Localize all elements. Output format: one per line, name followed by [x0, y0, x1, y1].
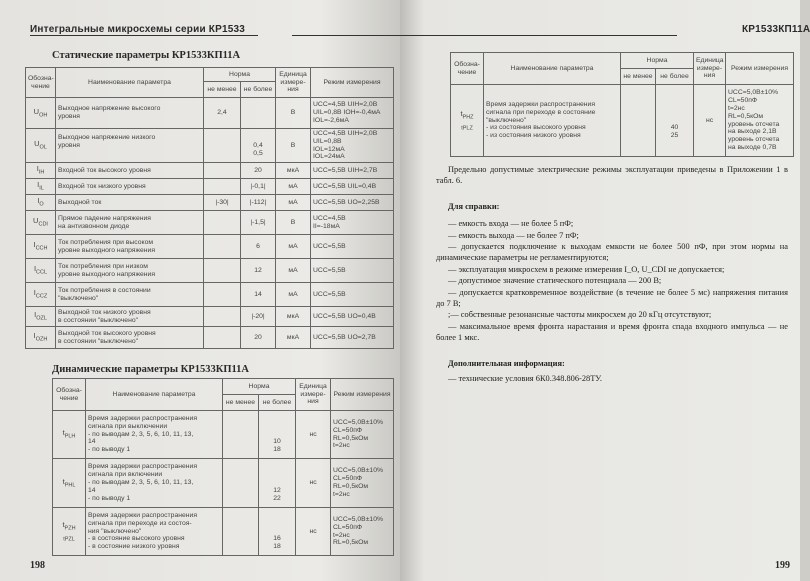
symbol-subscript: CCZ — [35, 293, 48, 300]
measurement-mode: UCC=5,5В UIH=2,7В — [311, 163, 394, 179]
unit: В — [276, 211, 311, 235]
symbol-subscript: CCH — [35, 245, 48, 252]
measurement-mode: UCC=5,5В — [311, 235, 394, 259]
reference-item: ;— собственные резонансные частоты микросхем до 20 кГц отсутствуют; — [448, 310, 712, 320]
param-name: Выходное напряжение низкого уровня — [56, 129, 204, 163]
header-row — [53, 379, 394, 395]
symbol-subscript: CDI — [38, 221, 48, 228]
symbol-letter: I — [33, 264, 37, 274]
symbol-subscript: IH — [38, 169, 45, 176]
static-params-title: Статические параметры КР1533КП11А — [52, 50, 241, 61]
param-symbol — [26, 211, 56, 235]
norm-min — [204, 211, 241, 235]
norm-min — [204, 129, 241, 163]
norm-min — [204, 283, 241, 307]
unit: нс — [296, 508, 331, 556]
param-symbol — [26, 129, 56, 163]
unit: В — [276, 129, 311, 163]
norm-max: 12 — [241, 259, 276, 283]
param-name: Выходное напряжение высокого уровня — [56, 98, 204, 129]
header-rule — [30, 35, 258, 36]
reference-item: — допускается подключение к выходам емкости не более 500 пФ, при этом нормы на динамические параметры не регламентируются; — [436, 242, 788, 263]
param-symbol — [53, 459, 86, 508]
norm-max: 10 18 — [259, 411, 296, 459]
col-header-symbol: Обозна- чение — [451, 53, 484, 85]
symbol-letter: I — [37, 196, 40, 206]
param-name: Время задержки распространения сигнала при включении - по выводам 2, 3, 5, 6, 10, 11, 13, 14 - по выводу 1 — [86, 459, 223, 508]
measurement-mode: UCC=5,5В UO=2,7В — [311, 327, 394, 349]
table-row — [26, 163, 394, 179]
param-name: Выходной ток высокого уровня в состоянии "выключено" — [56, 327, 204, 349]
col-header-symbol: Обозна- чение — [53, 379, 86, 411]
norm-min — [621, 85, 656, 157]
limits-paragraph: Предельно допустимые электрические режимы эксплуатации приведены в Приложении 1 в табл. 6. — [436, 165, 788, 186]
page-number: 198 — [30, 560, 45, 571]
left-page — [0, 0, 400, 581]
table-row — [26, 283, 394, 307]
norm-min — [204, 179, 241, 195]
header-row — [26, 68, 394, 82]
col-header-unit: Единица измере- ния — [296, 379, 331, 411]
unit: нс — [296, 411, 331, 459]
param-symbol — [26, 179, 56, 195]
right-page — [400, 0, 810, 581]
symbol-subscript: PHZ tPLZ — [461, 114, 474, 131]
table-row — [26, 98, 394, 129]
measurement-mode: UCC=5,5В UO=0,4В — [311, 307, 394, 327]
col-header-min: не менее — [223, 395, 259, 411]
table-row — [26, 307, 394, 327]
col-header-norm: Норма — [223, 379, 296, 395]
measurement-mode: UCC=4,5В UIH=2,0В UIL=0,8В IOH=-0,4мА IOL=-2,6мА — [311, 98, 394, 129]
norm-min: 2,4 — [204, 98, 241, 129]
param-name: Прямое падение напряжения на антизвонном диоде — [56, 211, 204, 235]
symbol-subscript: OH — [39, 112, 48, 119]
norm-min — [204, 235, 241, 259]
symbol-letter: t — [62, 428, 65, 438]
table-row — [53, 411, 394, 459]
unit: В — [276, 98, 311, 129]
symbol-subscript: PLH — [64, 433, 76, 440]
measurement-mode: UCC=4,5В II=-18мА — [311, 211, 394, 235]
norm-min — [204, 307, 241, 327]
reference-item: — эксплуатация микросхем в режиме измерения I_O, U_CDI не допускается; — [448, 264, 725, 274]
param-symbol — [26, 327, 56, 349]
param-name: Выходной ток низкого уровня в состоянии "выключено" — [56, 307, 204, 327]
page-number: 199 — [775, 560, 790, 571]
norm-min — [204, 259, 241, 283]
symbol-letter: I — [34, 310, 37, 320]
reference-item: — емкость входа — не более 5 пФ; — [448, 219, 574, 229]
col-header-name: Наименование параметра — [484, 53, 621, 85]
symbol-letter: I — [33, 331, 36, 341]
symbol-letter: U — [34, 139, 40, 149]
norm-max: |-20| — [241, 307, 276, 327]
table-row — [53, 508, 394, 556]
symbol-subscript: CCL — [36, 269, 48, 276]
measurement-mode: UCC=5,5В UIL=0,4В — [311, 179, 394, 195]
param-name: Ток потребления при высоком уровне выходного напряжения — [56, 235, 204, 259]
unit: мА — [276, 259, 311, 283]
body-text — [436, 164, 788, 385]
norm-min — [223, 411, 259, 459]
running-head: КР1533КП11А — [742, 24, 810, 35]
norm-max: 12 22 — [259, 459, 296, 508]
param-name: Ток потребления в состоянии "выключено" — [56, 283, 204, 307]
norm-min — [223, 459, 259, 508]
table-row — [26, 259, 394, 283]
symbol-letter: t — [62, 519, 65, 529]
reference-item: — допустимое значение статического потенциала — 200 В; — [448, 276, 662, 286]
col-header-mode: Режим измерения — [331, 379, 394, 411]
unit: мкА — [276, 327, 311, 349]
param-symbol — [451, 85, 484, 157]
table-row — [451, 85, 794, 157]
measurement-mode: UCC=5,0В±10% CL=50пФ RL=0,5кОм t=2нс — [331, 459, 394, 508]
unit: мА — [276, 179, 311, 195]
extra-info-heading: Дополнительная информация: — [448, 358, 565, 368]
extra-info-item: — технические условия 6К0.348.806-28ТУ. — [448, 374, 602, 384]
param-name: Время задержки распространения сигнала при переходе из состоя- ния "выключено" - в состояние высокого уровня - в состояние низкого уровня — [86, 508, 223, 556]
measurement-mode: UCC=5,5В UO=2,25В — [311, 195, 394, 211]
col-header-unit: Единица измере- ния — [276, 68, 311, 98]
symbol-subscript: O — [39, 201, 44, 208]
symbol-letter: I — [33, 240, 36, 250]
header-rule — [292, 35, 677, 36]
col-header-norm: Норма — [621, 53, 694, 69]
symbol-letter: I — [33, 288, 36, 298]
param-symbol — [53, 411, 86, 459]
symbol-subscript: OZL — [36, 315, 47, 322]
col-header-name: Наименование параметра — [86, 379, 223, 411]
col-header-mode: Режим измерения — [311, 68, 394, 98]
measurement-mode: UCC=5,5В — [311, 283, 394, 307]
unit: мА — [276, 195, 311, 211]
reference-item: — допускается кратковременное воздействие (в течение не более 5 мс) напряжения питания до 7 В; — [436, 287, 788, 309]
col-header-symbol: Обозна- чение — [26, 68, 56, 98]
norm-max: 14 — [241, 283, 276, 307]
dynamic-params-table-continued — [450, 52, 794, 157]
static-params-table — [25, 67, 394, 349]
param-symbol — [26, 307, 56, 327]
symbol-letter: I — [37, 180, 40, 190]
symbol-subscript: PZH tPZL — [63, 525, 76, 542]
unit: мА — [276, 283, 311, 307]
symbol-subscript: IL — [39, 185, 44, 192]
dynamic-params-title: Динамические параметры КР1533КП11А — [52, 364, 249, 375]
unit: нс — [296, 459, 331, 508]
symbol-subscript: OZH — [35, 336, 48, 343]
running-head: Интегральные микросхемы серии КР1533 — [30, 24, 245, 35]
param-name: Время задержки распространения сигнала при переходе в состояние "выключено" - из состояния высокого уровня - из состояния низкого уровня — [484, 85, 621, 157]
param-symbol — [26, 259, 56, 283]
param-symbol — [53, 508, 86, 556]
param-name: Ток потребления при низком уровне выходного напряжения — [56, 259, 204, 283]
norm-max: |-1,5| — [241, 211, 276, 235]
table-row — [26, 211, 394, 235]
symbol-letter: t — [62, 476, 65, 486]
param-name: Время задержки распространения сигнала при выключении - по выводам 2, 3, 5, 6, 10, 11, 13, 14 - по выводу 1 — [86, 411, 223, 459]
col-header-min: не менее — [204, 82, 241, 98]
reference-heading: Для справки: — [448, 201, 500, 211]
symbol-letter: I — [36, 164, 39, 174]
symbol-subscript: OL — [39, 144, 47, 151]
param-name: Выходной ток — [56, 195, 204, 211]
unit: мкА — [276, 163, 311, 179]
col-header-name: Наименование параметра — [56, 68, 204, 98]
norm-min: |-30| — [204, 195, 241, 211]
param-name: Входной ток низкого уровня — [56, 179, 204, 195]
norm-max: |-0,1| — [241, 179, 276, 195]
norm-max: 6 — [241, 235, 276, 259]
table-row — [26, 327, 394, 349]
measurement-mode: UCC=5,0В±10% CL=50пФ t=2нс RL=0,5кОм уровень отсчета на выходе 2,1В уровень отсчета на выходе 0,7В — [726, 85, 794, 157]
symbol-letter: U — [33, 106, 40, 116]
param-symbol — [26, 195, 56, 211]
measurement-mode: UCC=5,5В — [311, 259, 394, 283]
norm-min — [204, 327, 241, 349]
col-header-max: не более — [656, 69, 694, 85]
table-row — [26, 129, 394, 163]
col-header-mode: Режим измерения — [726, 53, 794, 85]
param-symbol — [26, 283, 56, 307]
norm-min — [223, 508, 259, 556]
norm-max: 20 — [241, 327, 276, 349]
measurement-mode: UCC=5,0В±10% CL=50пФ RL=0,5кОм t=2нс — [331, 411, 394, 459]
param-name: Входной ток высокого уровня — [56, 163, 204, 179]
extra-info-list — [436, 373, 788, 384]
col-header-norm: Норма — [204, 68, 276, 82]
norm-max: |-112| — [241, 195, 276, 211]
measurement-mode: UCC=5,0В±10% CL=50пФ t=2нс RL=0,5кОм — [331, 508, 394, 556]
param-symbol — [26, 98, 56, 129]
symbol-subscript: PHL — [64, 482, 76, 489]
norm-min — [204, 163, 241, 179]
symbol-letter: t — [460, 108, 463, 118]
reference-item: — максимальное время фронта нарастания и время фронта спада входного импульса — не более 1 мкс. — [436, 321, 788, 343]
unit: мкА — [276, 307, 311, 327]
unit: нс — [694, 85, 726, 157]
reference-item: — емкость выхода — не более 7 пФ; — [448, 230, 579, 240]
reference-list — [436, 218, 788, 343]
table-row — [53, 459, 394, 508]
header-row — [451, 53, 794, 69]
table-row — [26, 179, 394, 195]
param-symbol — [26, 235, 56, 259]
symbol-letter: U — [33, 216, 39, 226]
col-header-min: не менее — [621, 69, 656, 85]
norm-max — [241, 98, 276, 129]
unit: мА — [276, 235, 311, 259]
norm-max: 40 25 — [656, 85, 694, 157]
col-header-max: не более — [259, 395, 296, 411]
norm-max: 20 — [241, 163, 276, 179]
col-header-unit: Единица измере- ния — [694, 53, 726, 85]
norm-max: 0,4 0,5 — [241, 129, 276, 163]
measurement-mode: UCC=4,5В UIH=2,0В UIL=0,8В IOL=12мА IOL=24мА — [311, 129, 394, 163]
table-row — [26, 235, 394, 259]
col-header-max: не более — [241, 82, 276, 98]
dynamic-params-table — [52, 378, 394, 556]
param-symbol — [26, 163, 56, 179]
table-row — [26, 195, 394, 211]
norm-max: 16 18 — [259, 508, 296, 556]
